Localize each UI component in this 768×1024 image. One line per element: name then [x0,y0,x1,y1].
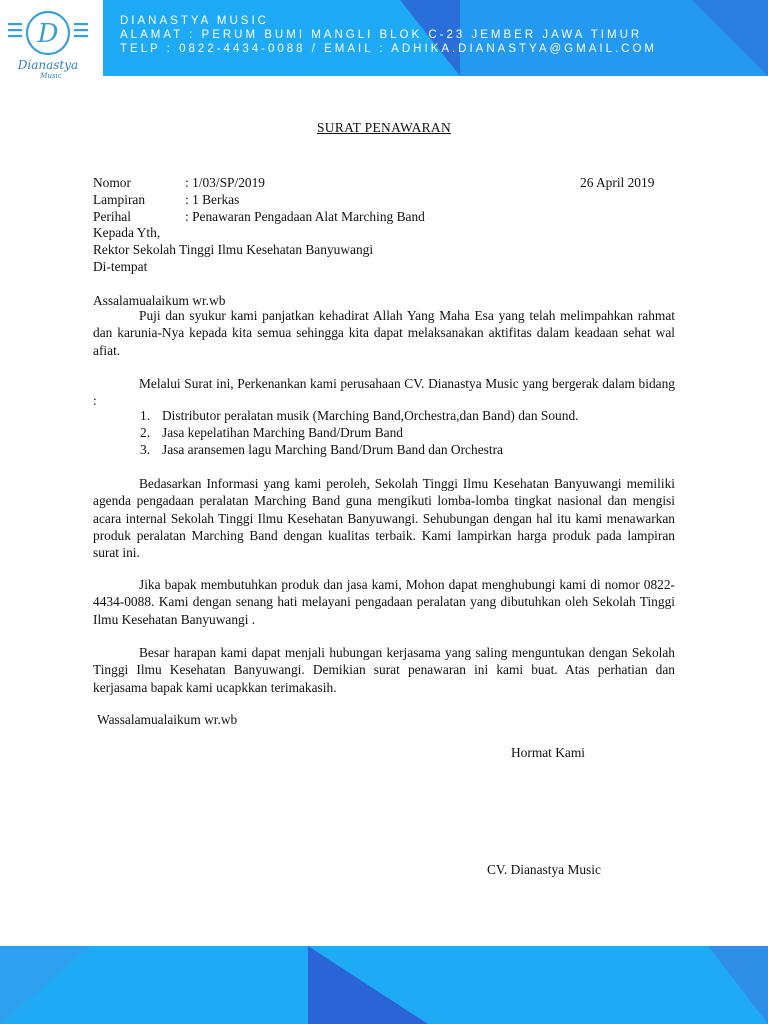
signature-label: Hormat Kami [511,745,586,760]
greeting: Assalamualaikum wr.wb [93,293,226,308]
company-contact: TELP : 0822-4434-0088 / EMAIL : ADHIKA.DIANASTYA@GMAIL.COM [120,43,657,55]
meta-label: Nomor [93,175,131,190]
list-number: 2. [140,425,151,440]
list-text: Distributor peralatan musik (Marching Band,Orchestra,dan Band) dan Sound. [162,408,579,423]
footer-accent-left [0,946,90,1024]
paragraph-closing: Besar harapan kami dapat menjali hubungan kerjasama yang saling menguntukan dengan Sekolah Tinggi Ilmu Kesehatan Banyuwangi. Demikian surat penawaran ini kami buat. Atas perhatian dan kerjasama bapak kami ucapkkan terimakasih. [93,645,675,695]
paragraph-contact: Jika bapak membutuhkan produk dan jasa kami, Mohon dapat menghubungi kami di nomor 0822-4434-0088. Kami dengan senang hati melayani pengadaan peralatan yang dibutuhkan oleh Sekolah Tinggi Ilmu Kesehatan Banyuwangi . [93,577,675,627]
meta-label: Lampiran [93,192,146,207]
company-name: DIANASTYA MUSIC [120,15,269,27]
footer-accent-right [708,946,768,1024]
paragraph-introduction: Melalui Surat ini, Perkenankan kami perusahaan CV. Dianastya Music yang bergerak dalam bidang : [93,376,675,409]
meta-value: : 1 Berkas [185,192,240,207]
recipient-line: Kepada Yth, [93,225,161,240]
letter-date: 26 April 2019 [580,175,655,190]
svg-text:Music: Music [40,72,62,80]
list-text: Jasa kepelatihan Marching Band/Drum Band [162,425,403,440]
svg-text:D: D [37,19,59,49]
footer-accent-middle [308,946,428,1024]
valediction: Wassalamualaikum wr.wb [97,712,238,727]
list-number: 3. [140,442,151,457]
meta-value: : Penawaran Pengadaan Alat Marching Band [185,209,425,224]
recipient-line: Rektor Sekolah Tinggi Ilmu Kesehatan Banyuwangi [93,242,374,257]
paragraph-opening: Puji dan syukur kami panjatkan kehadirat Allah Yang Maha Esa yang telah melimpahkan rahmat dan karunia-Nya kepada kita semua sehingga kita dapat melaksanakan aktifitas dalam keadaan sehat wal afiat. [93,308,675,358]
footer-banner [0,946,768,1024]
list-text: Jasa aransemen lagu Marching Band/Drum Band dan Orchestra [162,442,503,457]
svg-text:Dianastya: Dianastya [17,58,79,72]
letter-title: SURAT PENAWARAN [316,120,452,135]
company-address: ALAMAT : PERUM BUMI MANGLI BLOK C-23 JEMBER JAWA TIMUR [120,29,643,41]
signer-name: CV. Dianastya Music [487,862,601,877]
recipient-line: Di-tempat [93,259,148,274]
list-number: 1. [140,408,151,423]
meta-label: Perihal [93,209,131,224]
paragraph-background: Bedasarkan Informasi yang kami peroleh, Sekolah Tinggi Ilmu Kesehatan Banyuwangi memiliki agenda pengadaan peralatan Marching Band guna mengikuti lomba-lomba tingkat nasional dan mengisi acara internal Sekolah Tinggi Ilmu Kesehatan Banyuwangi. Sehubungan dengan hal itu kami menawarkan produk peralatan Marching Band dengan kualitas terbaik. Kami lampirkan harga produk pada lampiran surat ini. [93,476,675,561]
meta-value: : 1/03/SP/2019 [185,175,265,190]
